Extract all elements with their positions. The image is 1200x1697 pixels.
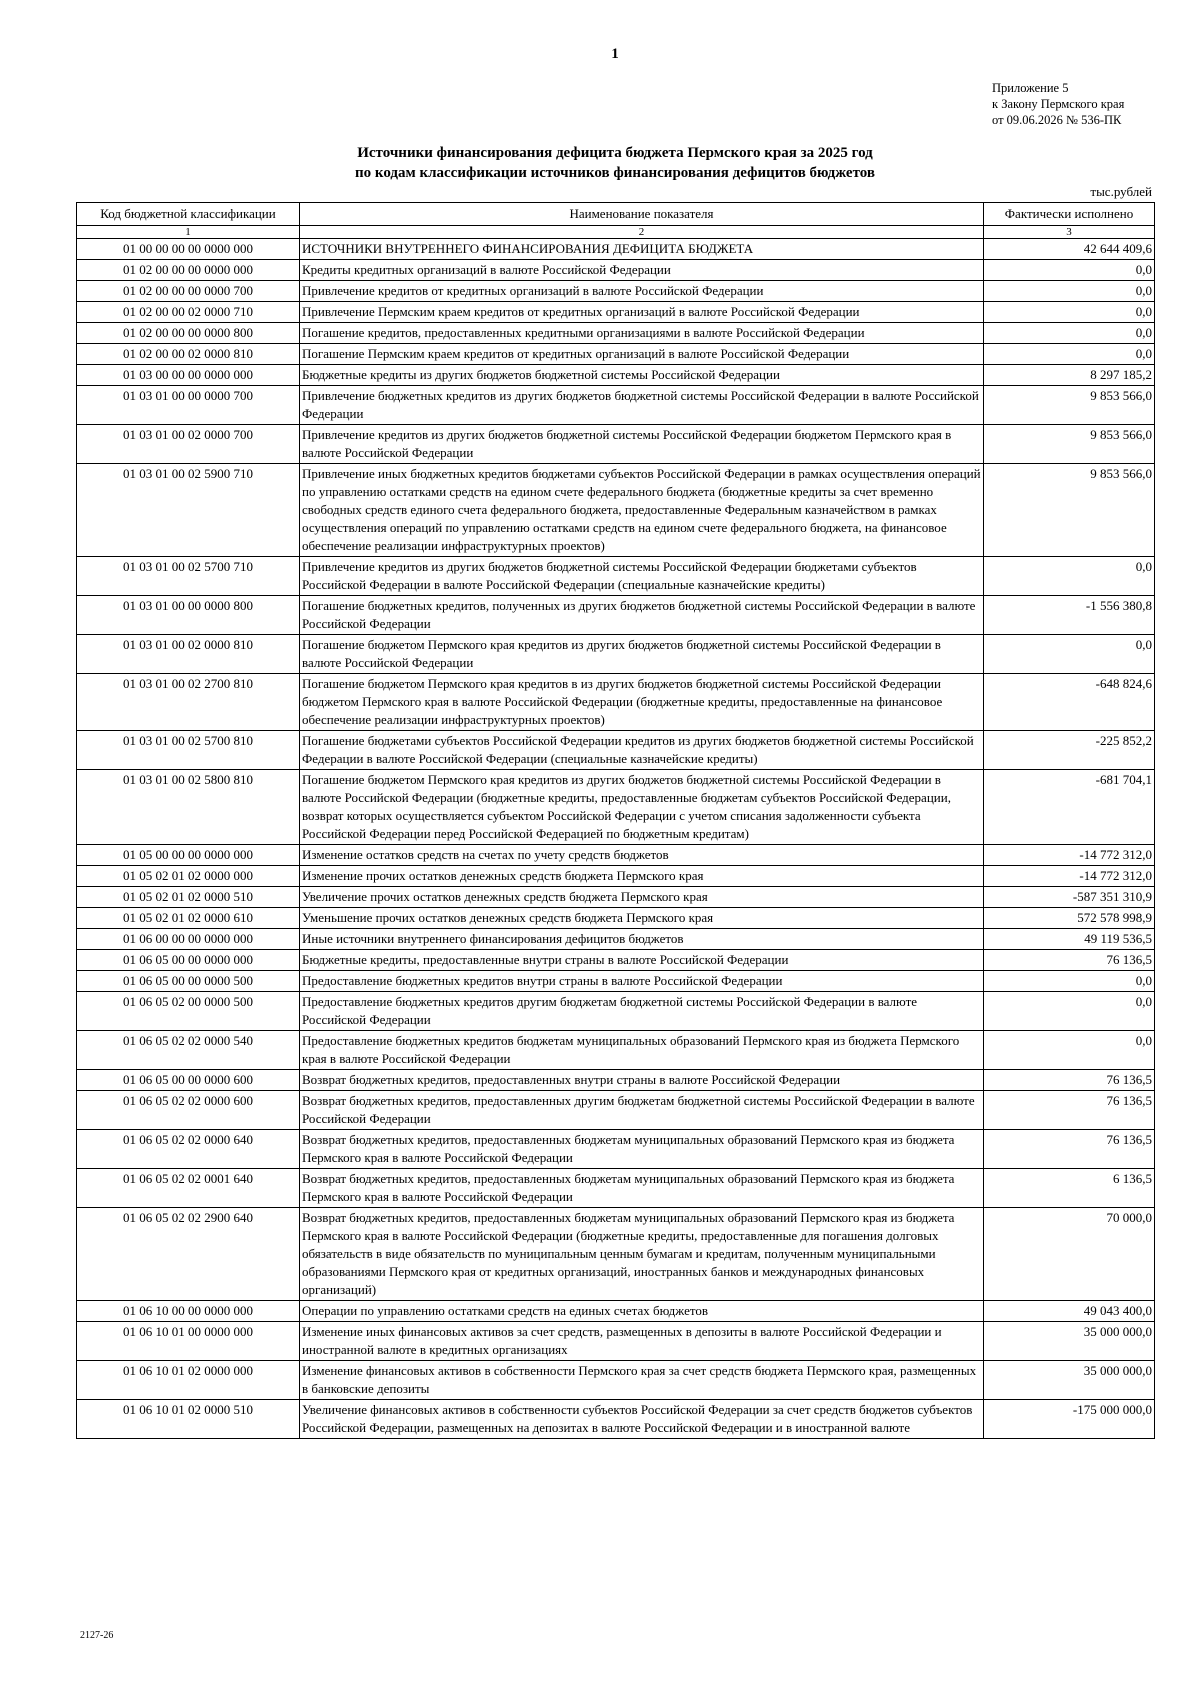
table-row [77,845,1155,866]
row-name: Уменьшение прочих остатков денежных средств бюджета Пермского края [300,908,984,929]
row-name: Изменение остатков средств на счетах по учету средств бюджетов [300,845,984,866]
row-name: Предоставление бюджетных кредитов другим бюджетам бюджетной системы Российской Федерации в валюте Российской Федерации [300,992,984,1031]
table-row [77,464,1155,557]
row-code: 01 05 02 01 02 0000 000 [77,866,300,887]
row-code: 01 06 05 02 00 0000 500 [77,992,300,1031]
row-code: 01 03 01 00 02 0000 810 [77,635,300,674]
appendix-line: Приложение 5 [992,81,1069,95]
table-row [77,1169,1155,1208]
table-row [77,1361,1155,1400]
table-row [77,344,1155,365]
row-code: 01 06 05 02 02 0000 540 [77,1031,300,1070]
row-code: 01 06 10 01 02 0000 000 [77,1361,300,1400]
row-name: Изменение иных финансовых активов за счет средств, размещенных в депозиты в валюте Российской Федерации и иностранной валюте в кредитных организациях [300,1322,984,1361]
row-value: -175 000 000,0 [984,1400,1155,1439]
table-row [77,992,1155,1031]
row-value: 70 000,0 [984,1208,1155,1301]
row-value: 76 136,5 [984,950,1155,971]
row-value: 49 043 400,0 [984,1301,1155,1322]
table-row [77,323,1155,344]
column-number: 3 [984,226,1155,239]
row-name: Возврат бюджетных кредитов, предоставленных бюджетам муниципальных образований Пермского края из бюджета Пермского края в валюте Российской Федерации [300,1130,984,1169]
table-row [77,596,1155,635]
table-row [77,929,1155,950]
table-row [77,1301,1155,1322]
row-code: 01 02 00 00 00 0000 800 [77,323,300,344]
row-name: Изменение финансовых активов в собственности Пермского края за счет средств бюджета Пермского края, размещенных в банковские депозиты [300,1361,984,1400]
row-code: 01 06 05 02 02 0000 640 [77,1130,300,1169]
row-code: 01 03 01 00 02 5900 710 [77,464,300,557]
column-header-value: Фактически исполнено [984,203,1155,226]
row-code: 01 06 10 01 00 0000 000 [77,1322,300,1361]
row-code: 01 05 02 01 02 0000 510 [77,887,300,908]
appendix-line: к Закону Пермского края [992,97,1125,111]
row-value: 76 136,5 [984,1130,1155,1169]
row-code: 01 03 01 00 02 0000 700 [77,425,300,464]
table-row [77,302,1155,323]
row-name: Предоставление бюджетных кредитов бюджетам муниципальных образований Пермского края из бюджета Пермского края в валюте Российской Федерации [300,1031,984,1070]
row-code: 01 06 05 02 02 0000 600 [77,1091,300,1130]
row-value: 0,0 [984,557,1155,596]
row-value: 76 136,5 [984,1070,1155,1091]
row-value: -14 772 312,0 [984,866,1155,887]
table-row [77,425,1155,464]
row-code: 01 06 05 02 02 2900 640 [77,1208,300,1301]
row-name: Увеличение финансовых активов в собственности субъектов Российской Федерации за счет средств бюджетов субъектов Российской Федерации, размещенных на депозитах в валюте Российской Федерации и в иностранной валюте [300,1400,984,1439]
table-row [77,866,1155,887]
row-name: Возврат бюджетных кредитов, предоставленных другим бюджетам бюджетной системы Российской Федерации в валюте Российской Федерации [300,1091,984,1130]
row-name: Бюджетные кредиты, предоставленные внутри страны в валюте Российской Федерации [300,950,984,971]
row-name: Возврат бюджетных кредитов, предоставленных бюджетам муниципальных образований Пермского края из бюджета Пермского края в валюте Российской Федерации [300,1169,984,1208]
table-row [77,365,1155,386]
row-value: 0,0 [984,1031,1155,1070]
row-name: Привлечение кредитов из других бюджетов бюджетной системы Российской Федерации бюджетами субъектов Российской Федерации в валюте Российской Федерации (специальные казначейские кредиты) [300,557,984,596]
row-value: -1 556 380,8 [984,596,1155,635]
row-value: 9 853 566,0 [984,386,1155,425]
row-value: 0,0 [984,635,1155,674]
row-name: Возврат бюджетных кредитов, предоставленных бюджетам муниципальных образований Пермского края из бюджета Пермского края в валюте Российской Федерации (бюджетные кредиты, предоставленные для погашения долговых обязательств в виде обязательств по муниципальным ценным бумагам и кредитам, полученным муниципальными образованиями Пермского края от кредитных организаций, иностранных банков и международных финансовых организаций) [300,1208,984,1301]
row-code: 01 03 01 00 00 0000 800 [77,596,300,635]
row-code: 01 02 00 00 00 0000 700 [77,281,300,302]
row-value: 0,0 [984,281,1155,302]
row-name: Привлечение бюджетных кредитов из других бюджетов бюджетной системы Российской Федерации в валюте Российской Федерации [300,386,984,425]
column-number: 2 [300,226,984,239]
row-name: Погашение бюджетом Пермского края кредитов из других бюджетов бюджетной системы Российской Федерации в валюте Российской Федерации (бюджетные кредиты, предоставленные бюджетам субъектов Российской Федерации, возврат которых осуществляется субъектом Российской Федерации с учетом списания задолженности субъекта Российской Федерации перед Российской Федерацией по бюджетным кредитам) [300,770,984,845]
table-header-row [77,203,1155,226]
table-row [77,1208,1155,1301]
row-value: 572 578 998,9 [984,908,1155,929]
units-label: тыс.рублей [1090,184,1152,199]
table-row [77,908,1155,929]
row-name: Погашение бюджетных кредитов, полученных из других бюджетов бюджетной системы Российской Федерации в валюте Российской Федерации [300,596,984,635]
row-value: -14 772 312,0 [984,845,1155,866]
table-row [77,239,1155,260]
row-value: 8 297 185,2 [984,365,1155,386]
row-code: 01 03 01 00 02 5700 810 [77,731,300,770]
table-body [77,239,1155,1439]
row-code: 01 02 00 00 02 0000 810 [77,344,300,365]
row-value: 0,0 [984,302,1155,323]
row-value: 42 644 409,6 [984,239,1155,260]
table-row [77,1322,1155,1361]
appendix-line: от 09.06.2026 № 536-ПК [992,113,1122,127]
row-code: 01 06 05 00 00 0000 500 [77,971,300,992]
row-name: Привлечение Пермским краем кредитов от кредитных организаций в валюте Российской Федерации [300,302,984,323]
row-code: 01 06 05 00 00 0000 600 [77,1070,300,1091]
row-code: 01 03 01 00 00 0000 700 [77,386,300,425]
row-name: Погашение кредитов, предоставленных кредитными организациями в валюте Российской Федерации [300,323,984,344]
row-code: 01 06 10 00 00 0000 000 [77,1301,300,1322]
table-row [77,674,1155,731]
row-name: Привлечение кредитов из других бюджетов бюджетной системы Российской Федерации бюджетом Пермского края в валюте Российской Федерации [300,425,984,464]
column-number: 1 [77,226,300,239]
row-value: 6 136,5 [984,1169,1155,1208]
table-row [77,950,1155,971]
table-row [77,260,1155,281]
column-number-row [77,226,1155,239]
table-row [77,557,1155,596]
row-code: 01 05 00 00 00 0000 000 [77,845,300,866]
row-name: Операции по управлению остатками средств на единых счетах бюджетов [300,1301,984,1322]
table-row [77,1070,1155,1091]
row-code: 01 03 01 00 02 5800 810 [77,770,300,845]
row-code: 01 02 00 00 02 0000 710 [77,302,300,323]
table-row [77,386,1155,425]
row-name: Увеличение прочих остатков денежных средств бюджета Пермского края [300,887,984,908]
document-title [60,143,1170,183]
row-value: 0,0 [984,323,1155,344]
row-name: Погашение бюджетами субъектов Российской Федерации кредитов из других бюджетов бюджетной системы Российской Федерации в валюте Российской Федерации (специальные казначейские кредиты) [300,731,984,770]
row-name: ИСТОЧНИКИ ВНУТРЕННЕГО ФИНАНСИРОВАНИЯ ДЕФИЦИТА БЮДЖЕТА [300,239,984,260]
table-row [77,1091,1155,1130]
row-code: 01 03 01 00 02 5700 710 [77,557,300,596]
title-line: Источники финансирования дефицита бюджета Пермского края за 2025 год [357,145,873,161]
page-number: 1 [611,46,619,62]
row-name: Погашение бюджетом Пермского края кредитов из других бюджетов бюджетной системы Российской Федерации в валюте Российской Федерации [300,635,984,674]
table-row [77,281,1155,302]
row-value: -681 704,1 [984,770,1155,845]
row-name: Привлечение кредитов от кредитных организаций в валюте Российской Федерации [300,281,984,302]
row-name: Погашение бюджетом Пермского края кредитов в из других бюджетов бюджетной системы Российской Федерации бюджетом Пермского края в валюте Российской Федерации (бюджетные кредиты, предоставленные на финансовое обеспечение реализации инфраструктурных проектов) [300,674,984,731]
row-value: 49 119 536,5 [984,929,1155,950]
row-name: Привлечение иных бюджетных кредитов бюджетами субъектов Российской Федерации в рамках осуществления операций по управлению остатками средств на едином счете федерального бюджета (бюджетные кредиты за счет временно свободных средств единого счета федерального бюджета, предоставленные Федеральным казначейством в рамках осуществления операций по управлению остатками средств на едином счете федерального бюджета, на финансовое обеспечение реализации инфраструктурных проектов) [300,464,984,557]
row-code: 01 06 05 00 00 0000 000 [77,950,300,971]
row-value: 0,0 [984,992,1155,1031]
row-code: 01 03 01 00 02 2700 810 [77,674,300,731]
row-code: 01 06 05 02 02 0001 640 [77,1169,300,1208]
row-value: 0,0 [984,260,1155,281]
row-name: Бюджетные кредиты из других бюджетов бюджетной системы Российской Федерации [300,365,984,386]
row-name: Возврат бюджетных кредитов, предоставленных внутри страны в валюте Российской Федерации [300,1070,984,1091]
row-code: 01 00 00 00 00 0000 000 [77,239,300,260]
column-header-code: Код бюджетной классификации [77,203,300,226]
row-name: Кредиты кредитных организаций в валюте Российской Федерации [300,260,984,281]
footer-code: 2127-26 [80,1630,114,1641]
row-code: 01 06 00 00 00 0000 000 [77,929,300,950]
table-row [77,1031,1155,1070]
row-value: 35 000 000,0 [984,1361,1155,1400]
table-row [77,731,1155,770]
row-value: 35 000 000,0 [984,1322,1155,1361]
row-value: -587 351 310,9 [984,887,1155,908]
sources-table [76,202,1155,1439]
row-code: 01 03 00 00 00 0000 000 [77,365,300,386]
table-row [77,1130,1155,1169]
table-row [77,1400,1155,1439]
table-row [77,971,1155,992]
title-line: по кодам классификации источников финансирования дефицитов бюджетов [355,165,875,181]
row-name: Изменение прочих остатков денежных средств бюджета Пермского края [300,866,984,887]
row-name: Иные источники внутреннего финансирования дефицитов бюджетов [300,929,984,950]
row-value: 9 853 566,0 [984,425,1155,464]
table-row [77,770,1155,845]
appendix-note [992,80,1124,128]
row-code: 01 05 02 01 02 0000 610 [77,908,300,929]
table-row [77,887,1155,908]
row-value: 0,0 [984,971,1155,992]
row-name: Предоставление бюджетных кредитов внутри страны в валюте Российской Федерации [300,971,984,992]
row-value: 9 853 566,0 [984,464,1155,557]
column-header-name: Наименование показателя [300,203,984,226]
table-row [77,635,1155,674]
row-value: 76 136,5 [984,1091,1155,1130]
row-value: -225 852,2 [984,731,1155,770]
row-code: 01 06 10 01 02 0000 510 [77,1400,300,1439]
row-value: 0,0 [984,344,1155,365]
row-name: Погашение Пермским краем кредитов от кредитных организаций в валюте Российской Федерации [300,344,984,365]
row-code: 01 02 00 00 00 0000 000 [77,260,300,281]
row-value: -648 824,6 [984,674,1155,731]
